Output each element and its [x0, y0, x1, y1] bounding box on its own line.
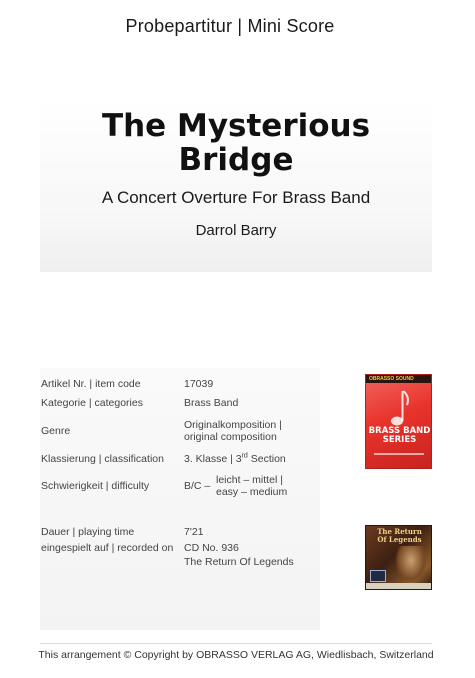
cd-label-logo	[370, 570, 386, 582]
cd-title-line-2: Of Legends	[377, 535, 422, 544]
item-code-value: 17039	[184, 378, 214, 390]
series-cover-title	[368, 427, 431, 445]
recorded-on-label: eingespielt auf | recorded on	[41, 542, 174, 554]
classification-label: Klassierung | classification	[41, 453, 164, 465]
genre-value-line-1: Originalkomposition |	[184, 419, 282, 431]
piece-subtitle: A Concert Overture For Brass Band	[101, 188, 371, 207]
classification-value-suffix: Section	[247, 453, 286, 465]
brass-band-series-cover	[365, 374, 432, 469]
composer-name: Darrol Barry	[195, 222, 277, 239]
piece-title-line-2: Bridge	[178, 142, 294, 178]
cd-cover	[365, 525, 432, 590]
recorded-cd-number: CD No. 936	[184, 542, 239, 554]
score-type-label: Probepartitur | Mini Score	[125, 16, 335, 36]
genre-value-line-2: original composition	[184, 431, 277, 443]
category-label: Kategorie | categories	[41, 397, 143, 409]
series-cover-rule	[374, 453, 424, 455]
series-cover-topbar	[366, 375, 431, 383]
series-cover-publisher: OBRASSO SOUND	[369, 376, 414, 382]
copyright-notice: This arrangement © Copyright by OBRASSO VERLAG AG, Wiedlisbach, Switzerland	[38, 649, 434, 661]
piece-title-line-1: The Mysterious	[101, 108, 371, 144]
classification-value-main: 3. Klasse | 3	[184, 453, 242, 465]
cd-title-line-1: The Return	[377, 527, 422, 536]
series-title-line-1: BRASS BAND	[368, 426, 431, 436]
item-code-label: Artikel Nr. | item code	[41, 378, 141, 390]
difficulty-grade: B/C –	[184, 480, 211, 492]
cd-cover-title	[368, 528, 431, 544]
difficulty-label: Schwierigkeit | difficulty	[41, 480, 150, 492]
classification-value-ordinal: rd	[241, 452, 248, 460]
cd-cover-strip	[366, 583, 431, 590]
category-value: Brass Band	[184, 397, 239, 409]
recorded-cd-title: The Return Of Legends	[184, 556, 294, 568]
classification-value	[184, 453, 286, 465]
cd-cover-figure	[396, 546, 426, 582]
duration-label: Dauer | playing time	[41, 526, 135, 538]
duration-value: 7'21	[184, 526, 204, 538]
footer-divider	[40, 643, 432, 644]
difficulty-value-line-2: easy – medium	[216, 486, 288, 498]
genre-label: Genre	[41, 425, 71, 437]
difficulty-value-line-1: leicht – mittel |	[216, 474, 283, 486]
music-note-icon	[390, 389, 410, 427]
series-title-line-2: SERIES	[382, 435, 417, 445]
